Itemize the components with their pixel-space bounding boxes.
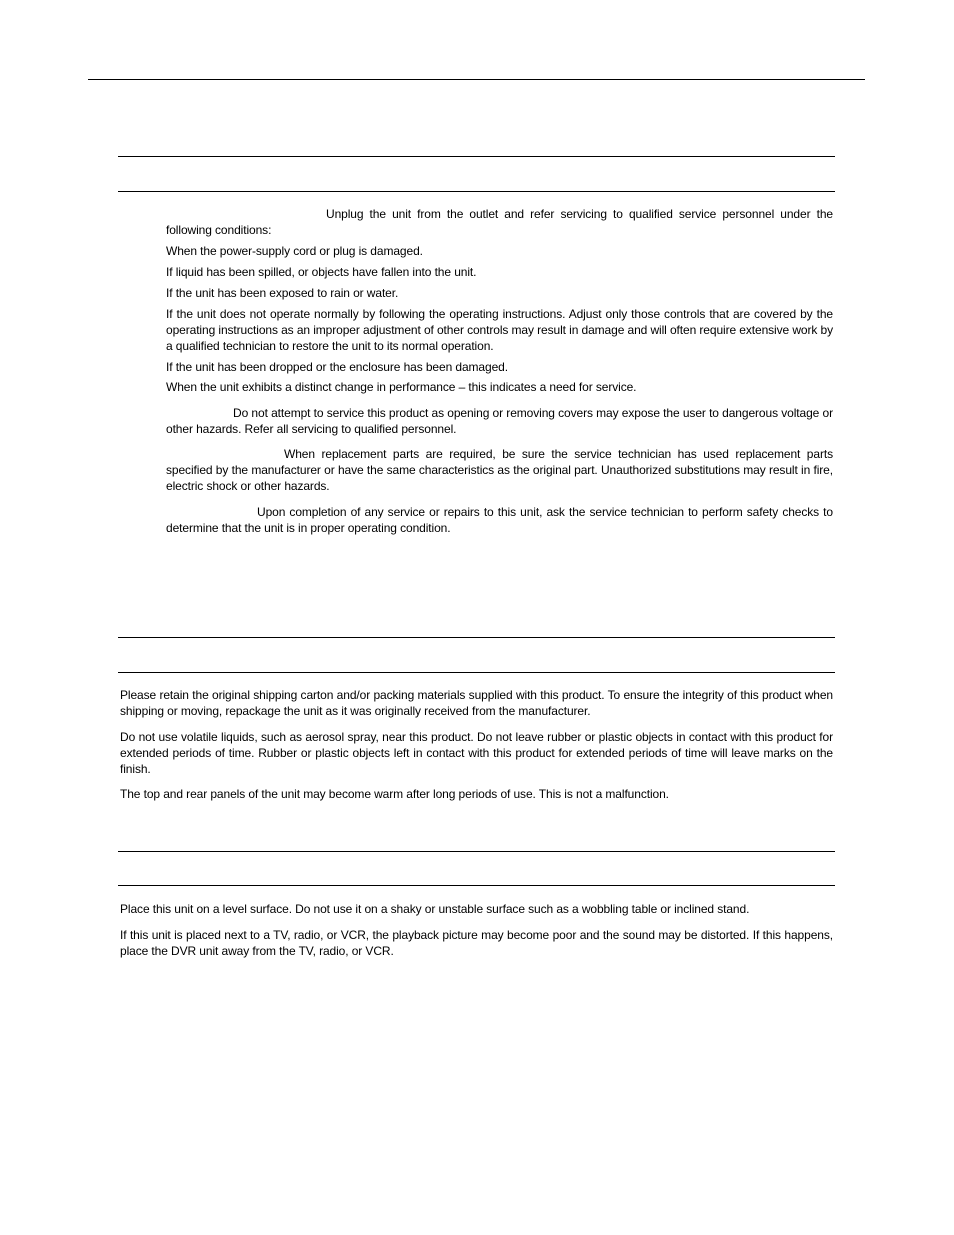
servicing-condition-operation: If the unit does not operate normally by following the operating instructions. Adjust only those controls that are covered by the operating instructions as an improper adjustment of other controls may result in damage and will often require extensive work by a qualified technician to restore the unit to its normal operation. <box>166 307 833 353</box>
servicing-condition-dropped: If the unit has been dropped or the enclosure has been damaged. <box>166 360 508 374</box>
care-warm-panels-paragraph: The top and rear panels of the unit may become warm after long periods of use. This is not a malfunction. <box>120 787 669 801</box>
servicing-condition-performance: When the unit exhibits a distinct change in performance – this indicates a need for service. <box>166 380 637 394</box>
placement-level-surface-paragraph: Place this unit on a level surface. Do not use it on a shaky or unstable surface such as a wobbling table or inclined stand. <box>120 902 750 916</box>
section-rule-top-care <box>118 637 835 638</box>
servicing-condition-cord: When the power-supply cord or plug is damaged. <box>166 244 423 258</box>
servicing-warning-paragraph: Do not attempt to service this product as opening or removing covers may expose the user to dangerous voltage or other hazards. Refer all servicing to qualified personnel. <box>166 406 833 436</box>
safety-check-paragraph: Upon completion of any service or repairs to this unit, ask the service technician to perform safety checks to determine that the unit is in proper operating condition. <box>166 505 833 535</box>
servicing-condition-rain: If the unit has been exposed to rain or water. <box>166 286 399 300</box>
section-rule-top-servicing <box>118 156 835 157</box>
placement-interference-paragraph: If this unit is placed next to a TV, radio, or VCR, the playback picture may become poor and the sound may be distorted. If this happens, place the DVR unit away from the TV, radio, or VCR. <box>120 928 833 958</box>
care-liquids-paragraph: Do not use volatile liquids, such as aerosol spray, near this product. Do not leave rubber or plastic objects in contact with this product for extended periods of time. Rubber or plastic objects left in contact with this product for extended periods of time will leave marks on the finish. <box>120 730 833 776</box>
replacement-parts-paragraph: When replacement parts are required, be sure the service technician has used replacement parts specified by the manufacturer or have the same characteristics as the original part. Unauthorized substitutions may result in fire, electric shock or other hazards. <box>166 447 833 493</box>
servicing-condition-liquid: If liquid has been spilled, or objects have fallen into the unit. <box>166 265 477 279</box>
section-rule-bottom-placement <box>118 885 835 886</box>
section-rule-bottom-care <box>118 672 835 673</box>
care-packing-paragraph: Please retain the original shipping carton and/or packing materials supplied with this product. To ensure the integrity of this product when shipping or moving, repackage the unit as it was originally received from the manufacturer. <box>120 688 833 718</box>
section-rule-top-placement <box>118 851 835 852</box>
servicing-intro-paragraph: Unplug the unit from the outlet and refer servicing to qualified service personnel under the following conditions: <box>166 207 833 237</box>
header-rule <box>88 79 865 80</box>
section-rule-bottom-servicing <box>118 191 835 192</box>
